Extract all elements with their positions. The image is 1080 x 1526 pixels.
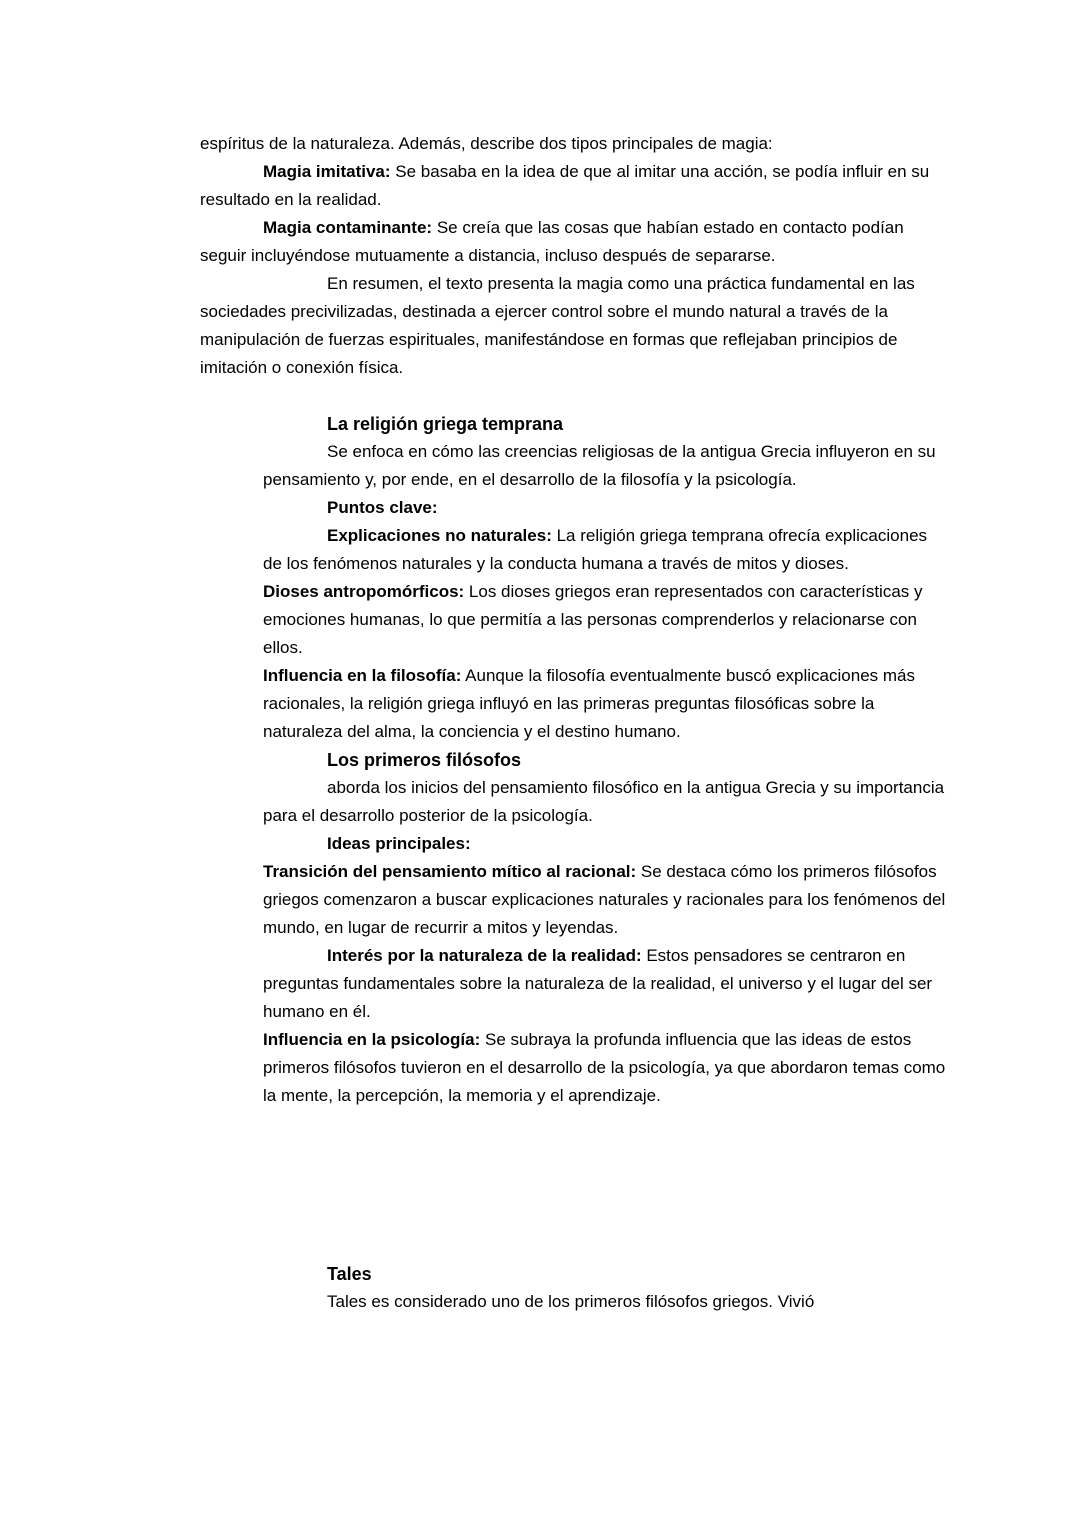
heading-tales xyxy=(327,1260,948,1288)
para-ideas-principales xyxy=(263,830,948,858)
para-puntos-clave-bold-run-0: Puntos clave: xyxy=(327,498,438,517)
para-ideas-principales-bold-run-0: Ideas principales: xyxy=(327,834,471,853)
para-explicaciones-no-naturales-text-run-1: La religión griega temprana ofrecía explicaciones de los fenómenos naturales y la conducta humana a través de mitos y dioses. xyxy=(263,526,932,573)
para-transicion-pensamiento-bold-run-0: Transición del pensamiento mítico al racional: xyxy=(263,862,637,881)
para-influencia-en-la-psicologia-bold-run-0: Influencia en la psicología: xyxy=(263,1030,481,1049)
para-dioses-antropomorficos xyxy=(263,578,948,662)
para-aborda-los-inicios xyxy=(263,774,948,830)
para-tales-considerado xyxy=(327,1288,948,1316)
para-magia-contaminante-bold-run-0: Magia contaminante: xyxy=(263,218,433,237)
para-influencia-en-la-filosofia xyxy=(263,662,948,746)
para-aborda-los-inicios-text-run-0: aborda los inicios del pensamiento filosófico en la antigua Grecia y su importancia para el desarrollo posterior de la psicología. xyxy=(263,778,949,825)
para-dioses-antropomorficos-text-run-1: Los dioses griegos eran representados con características y emociones humanas, lo que permitía a las personas comprenderlos y relacionarse con ellos. xyxy=(263,582,928,657)
para-influencia-en-la-psicologia-text-run-1: Se subraya la profunda influencia que las ideas de estos primeros filósofos tuvieron en el desarrollo de la psicología, ya que abordaron temas como la mente, la percepción, la memoria y el aprendizaje. xyxy=(263,1030,950,1105)
para-en-resumen xyxy=(200,270,948,382)
para-espiritus-text-run-0: espíritus de la naturaleza. Además, describe dos tipos principales de magia: xyxy=(200,134,773,153)
para-magia-imitativa xyxy=(200,158,948,214)
para-transicion-pensamiento xyxy=(263,858,951,942)
heading-religion-griega-temprana-bold-run-0: La religión griega temprana xyxy=(327,414,564,434)
document-content xyxy=(200,130,951,1316)
para-explicaciones-no-naturales xyxy=(263,522,948,578)
para-magia-contaminante-text-run-1: Se creía que las cosas que habían estado en contacto podían seguir incluyéndose mutuamente a distancia, incluso después de separarse. xyxy=(200,218,909,265)
para-se-enfoca xyxy=(263,438,948,494)
para-magia-imitativa-text-run-1: Se basaba en la idea de que al imitar una acción, se podía influir en su resultado en la realidad. xyxy=(200,162,934,209)
heading-los-primeros-filosofos xyxy=(327,746,948,774)
para-explicaciones-no-naturales-bold-run-0: Explicaciones no naturales: xyxy=(327,526,552,545)
para-en-resumen-text-run-0: En resumen, el texto presenta la magia como una práctica fundamental en las sociedades precivilizadas, destinada a ejercer control sobre el mundo natural a través de la manipulación de fuerzas espirituales, manifestándose en formas que reflejaban principios de imitación o conexión física. xyxy=(200,274,920,377)
para-influencia-en-la-filosofia-bold-run-0: Influencia en la filosofía: xyxy=(263,666,462,685)
para-se-enfoca-text-run-0: Se enfoca en cómo las creencias religiosas de la antigua Grecia influyeron en su pensamiento y, por ende, en el desarrollo de la filosofía y la psicología. xyxy=(263,442,941,489)
para-influencia-en-la-filosofia-text-run-1: Aunque la filosofía eventualmente buscó explicaciones más racionales, la religión griega influyó en las primeras preguntas filosóficas sobre la naturaleza del alma, la conciencia y el destino humano. xyxy=(263,666,920,741)
para-interes-naturaleza-realidad-text-run-1: Estos pensadores se centraron en preguntas fundamentales sobre la naturaleza de la realidad, el universo y el lugar del ser humano en él. xyxy=(263,946,937,1021)
para-interes-naturaleza-realidad-bold-run-0: Interés por la naturaleza de la realidad: xyxy=(327,946,642,965)
heading-tales-bold-run-0: Tales xyxy=(327,1264,372,1284)
heading-religion-griega-temprana xyxy=(327,410,948,438)
para-tales-considerado-text-run-0: Tales es considerado uno de los primeros filósofos griegos. Vivió xyxy=(327,1292,815,1311)
heading-los-primeros-filosofos-bold-run-0: Los primeros filósofos xyxy=(327,750,522,770)
para-puntos-clave xyxy=(263,494,948,522)
para-magia-imitativa-bold-run-0: Magia imitativa: xyxy=(263,162,391,181)
para-dioses-antropomorficos-bold-run-0: Dioses antropomórficos: xyxy=(263,582,465,601)
para-influencia-en-la-psicologia xyxy=(263,1026,948,1110)
para-espiritus xyxy=(200,130,948,158)
para-transicion-pensamiento-text-run-1: Se destaca cómo los primeros filósofos griegos comenzaron a buscar explicaciones naturales y racionales para los fenómenos del mundo, en lugar de recurrir a mitos y leyendas. xyxy=(263,862,951,937)
para-magia-contaminante xyxy=(200,214,948,270)
para-interes-naturaleza-realidad xyxy=(263,942,948,1026)
